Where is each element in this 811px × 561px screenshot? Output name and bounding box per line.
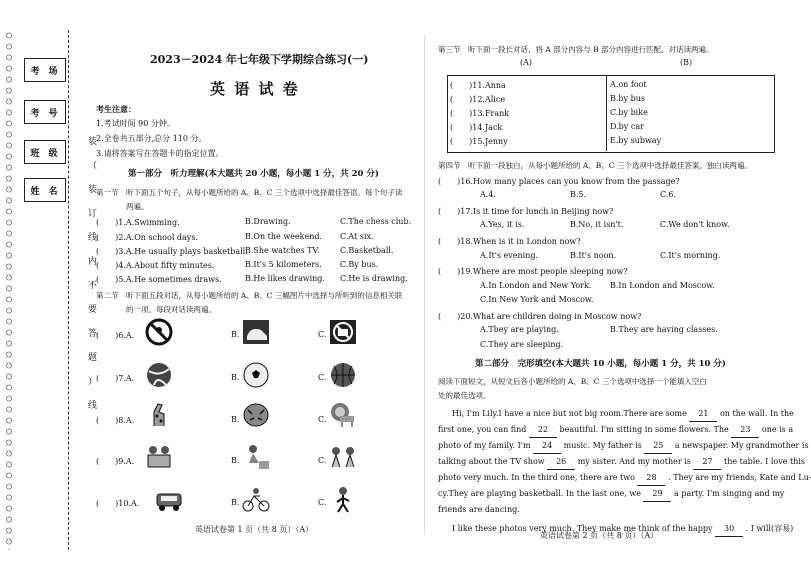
blank-22[interactable]: 22 [529, 422, 557, 438]
bicycle-icon[interactable] [241, 486, 271, 514]
cloze-text: talking about the TV show [438, 457, 545, 466]
q5-opt-c: C.He is drawing. [340, 274, 408, 283]
q1-opt-c: C.The chess club. [340, 217, 412, 226]
q1-stem: ( )1.A.Swimming. [96, 218, 180, 227]
blank-24[interactable]: 24 [533, 438, 561, 454]
binding-line [68, 30, 69, 550]
kids-drawing-icon[interactable] [328, 443, 358, 471]
cloze-text: Hi, I'm Lily.I have a nice but not big room.There are some [452, 409, 687, 418]
exam-room-label: 考 场 [30, 67, 58, 77]
cloze-text: I like these photos very much. They make me think of the happy [452, 524, 713, 533]
part1-heading: 第一部分 听力理解(本大题共 20 小题，每小题 1 分，共 20 分) [128, 169, 379, 179]
cloze-line [438, 454, 806, 470]
q17-stem: ( )17.Is it time for lunch in Beijing now? [438, 207, 614, 216]
q3-opt-c: C.Basketball. [340, 246, 394, 255]
match-left-13: ( )13.Frank [450, 109, 510, 118]
q4-opt-c: C.By bus. [340, 260, 379, 269]
sec2-heading: 第二节 听下面五段对话，从每小题所给的 A、B、C 三幅图片中选择与所听到的信息相关联 [96, 291, 403, 300]
class-label: 班 级 [30, 149, 58, 159]
q16-stem: ( )16.How many places can you know from the passage? [438, 177, 680, 186]
q5-stem: ( )5.A.He sometimes draws. [96, 275, 222, 284]
cloze-text: a party. I'm singing and my [674, 489, 785, 498]
cloze-line [438, 470, 811, 486]
cloze-text: on the wall. In the [719, 409, 794, 418]
blank-28[interactable]: 28 [637, 470, 665, 486]
soccer-ball-icon[interactable] [241, 361, 271, 389]
car-icon[interactable] [154, 486, 184, 514]
cut-char: 装 [88, 137, 98, 147]
cloze-text: first one, you can find [438, 425, 527, 434]
q20-opt-c: C.They are sleeping. [480, 340, 564, 349]
col-a-header: (A) [520, 58, 533, 67]
q19-opt-a: A.In London and New York. [480, 281, 592, 290]
cut-char: ） [88, 377, 98, 387]
sec3-heading: 第三节 听下面一段长对话，将 A 部分内容与 B 部分内容进行匹配。对话读两遍。 [438, 45, 714, 54]
cloze-line [438, 502, 788, 517]
q20-opt-a: A.They are playing. [480, 325, 559, 334]
cloze-text: photo very much. In the third one, there are two [438, 473, 635, 482]
cloze-text: cy.They are playing basketball. In the last one, we [438, 489, 641, 498]
exam-number-label: 考 号 [30, 109, 58, 119]
blank-30[interactable]: 30 [715, 521, 743, 537]
cut-char: 答 [88, 329, 98, 339]
q9-c-label: C. [318, 456, 327, 465]
sec1-heading-cont: 两遍。 [126, 202, 149, 211]
q2-opt-c: C.At six. [340, 232, 374, 241]
sec1-heading: 第一节 听下面五个句子，从每小题所给的 A、B、C 三个选项中选择最佳答语。每个句子读 [96, 188, 403, 197]
q16-opt-b: B.5. [570, 190, 587, 199]
cut-char: 线 [88, 401, 98, 411]
cloze-text: . I will(容易) [745, 524, 794, 533]
cloze-intro: 阅读下面短文，从短文后各小题所给的 A、B、C 三个选项中选择一个能填入空白 [438, 377, 707, 386]
q3-opt-b: B.She watches TV. [245, 246, 320, 255]
q19-opt-b: B.In London and Moscow. [610, 281, 715, 290]
q8-b-label: B. [231, 415, 240, 424]
cut-char: （ [88, 161, 98, 171]
dot-border [2, 30, 16, 550]
match-left-11: ( )11.Anna [450, 81, 506, 90]
cloze-passage [438, 406, 811, 537]
match-left-14: ( )14.Jack [450, 123, 503, 132]
q19-opt-c: C.In New York and Moscow. [480, 295, 594, 304]
cloze-text: beautiful. I'm sitting in some flowers. The [559, 425, 729, 434]
no-camera-icon[interactable] [328, 318, 358, 346]
q3-stem: ( )3.A.He usually plays basketball. [96, 247, 248, 256]
match-right-b: B.by bus [610, 94, 645, 103]
match-right-a: A.on foot [610, 80, 647, 89]
q20-opt-b: B.They are having classes. [610, 325, 718, 334]
part2-heading: 第二部分 完形填空(本大题共 10 小题，每小题 1 分，共 10 分) [475, 359, 726, 369]
cut-char: 线 [88, 233, 98, 243]
match-left-12: ( )12.Alice [450, 95, 506, 104]
cloze-intro-cont: 处的最佳选项。 [438, 391, 491, 400]
binding-margin [0, 0, 110, 561]
blank-25[interactable]: 25 [644, 438, 672, 454]
q4-stem: ( )4.A.About fifty minutes. [96, 261, 215, 270]
blank-29[interactable]: 29 [643, 486, 671, 502]
page2-footer: 英语试卷第 2 页（共 8 页）（A） [540, 531, 659, 540]
cut-char: 题 [88, 353, 98, 363]
cloze-text: friends are dancing. [438, 505, 520, 514]
notice-line: 2.全卷共五部分,总分 110 分。 [96, 134, 207, 143]
cloze-text: a newspaper. My grandmother is [674, 441, 809, 450]
sec2-heading-cont: 的一项。每段对话读两遍。 [126, 305, 216, 314]
blank-21[interactable]: 21 [689, 406, 717, 422]
match-left-15: ( )15.Jenny [450, 137, 508, 146]
q2-stem: ( )2.A.On school days. [96, 233, 198, 242]
q2-opt-b: B.On the weekend. [245, 232, 323, 241]
cloze-text: one is a [761, 425, 794, 434]
cut-char: 不 [88, 281, 98, 291]
no-entry-icon[interactable] [144, 318, 174, 346]
cloze-line [438, 438, 809, 454]
cloze-line [438, 406, 794, 422]
col-b-header: (B) [680, 58, 693, 67]
q9-label: ( )9.A. [96, 457, 135, 466]
blank-27[interactable]: 27 [693, 454, 721, 470]
page1-footer: 英语试卷第 1 页（共 8 页）（A） [195, 525, 314, 534]
cut-char: 内 [88, 257, 98, 267]
q20-stem: ( )20.What are children doing in Moscow now? [438, 312, 642, 321]
q19-stem: ( )19.Where are most people sleeping now? [438, 267, 628, 276]
q5-opt-b: B.He likes drawing. [245, 274, 325, 283]
cut-char: 要 [88, 305, 98, 315]
q9-b-label: B. [231, 456, 240, 465]
q10-c-label: C. [318, 498, 327, 507]
name-label: 姓 名 [30, 187, 58, 197]
q7-c-label: C. [318, 373, 327, 382]
page-divider [424, 35, 425, 535]
volleyball-icon[interactable] [144, 361, 174, 389]
subject-title: 英 语 试 卷 [210, 80, 300, 98]
q17-opt-a: A.Yes, it is. [480, 220, 525, 229]
q6-b-label: B. [231, 330, 240, 339]
blank-26[interactable]: 26 [547, 454, 575, 470]
q6-c-label: C. [318, 330, 327, 339]
exam-title: 2023－2024 年七年级下学期综合练习(一) [150, 53, 369, 66]
blank-23[interactable]: 23 [731, 422, 759, 438]
q8-c-label: C. [318, 415, 327, 424]
q7-label: ( )7.A. [96, 374, 135, 383]
q17-opt-b: B.No, it isn't. [570, 220, 624, 229]
q8-label: ( )8.A. [96, 416, 135, 425]
q18-opt-c: C.It's morning. [660, 251, 721, 260]
girl-dancing-icon[interactable] [241, 443, 271, 471]
q18-stem: ( )18.When is it in London now? [438, 237, 581, 246]
sec4-heading: 第四节 听下面一段独白，从每小题所给的 A、B、C 三个选项中选择最佳答案。独白读两遍。 [438, 161, 752, 170]
match-right-d: D.by car [610, 122, 644, 131]
cut-char: 装 [88, 185, 98, 195]
match-right-c: C.by bike [610, 108, 648, 117]
q18-opt-a: A.It's evening. [480, 251, 539, 260]
cloze-text: photo of my family. I'm [438, 441, 531, 450]
q16-opt-c: C.6. [660, 190, 677, 199]
picture-questions [96, 318, 421, 518]
q16-opt-a: A.4. [480, 190, 496, 199]
q10-b-label: B. [231, 498, 240, 507]
cloze-text: the table. I love this [723, 457, 806, 466]
cloze-line [438, 486, 788, 502]
giraffe-icon[interactable] [144, 400, 174, 428]
match-right-e: E.by subway [610, 136, 662, 145]
walking-icon[interactable] [328, 486, 358, 514]
kids-reading-icon[interactable] [144, 443, 174, 471]
q7-b-label: B. [231, 373, 240, 382]
q10-label: ( )10.A. [96, 499, 140, 508]
q18-opt-b: B.It's noon. [570, 251, 617, 260]
notice-line: 1.考试时间 90 分钟。 [96, 119, 175, 128]
q17-opt-c: C.We don't know. [660, 220, 730, 229]
q1-opt-b: B.Drawing. [245, 217, 291, 226]
lion-icon[interactable] [328, 400, 358, 428]
cloze-text: music. My father is [563, 441, 642, 450]
cloze-text: . They are my friends, Kate and Lu- [668, 473, 811, 482]
matching-divider [606, 75, 607, 151]
cloze-text: my sister. And my mother is [577, 457, 691, 466]
basketball-icon[interactable] [328, 361, 358, 389]
shoes-icon[interactable] [241, 318, 271, 346]
cut-char: 订 [88, 209, 98, 219]
q4-opt-b: B.It's 5 kilometers. [245, 260, 322, 269]
notice-line: 3.请将答案写在答题卡的指定位置。 [96, 149, 224, 158]
q6-label: ( )6.A. [96, 331, 135, 340]
tiger-icon[interactable] [241, 400, 271, 428]
cloze-line [438, 422, 794, 438]
notice-title: 考生注意： [96, 104, 136, 114]
